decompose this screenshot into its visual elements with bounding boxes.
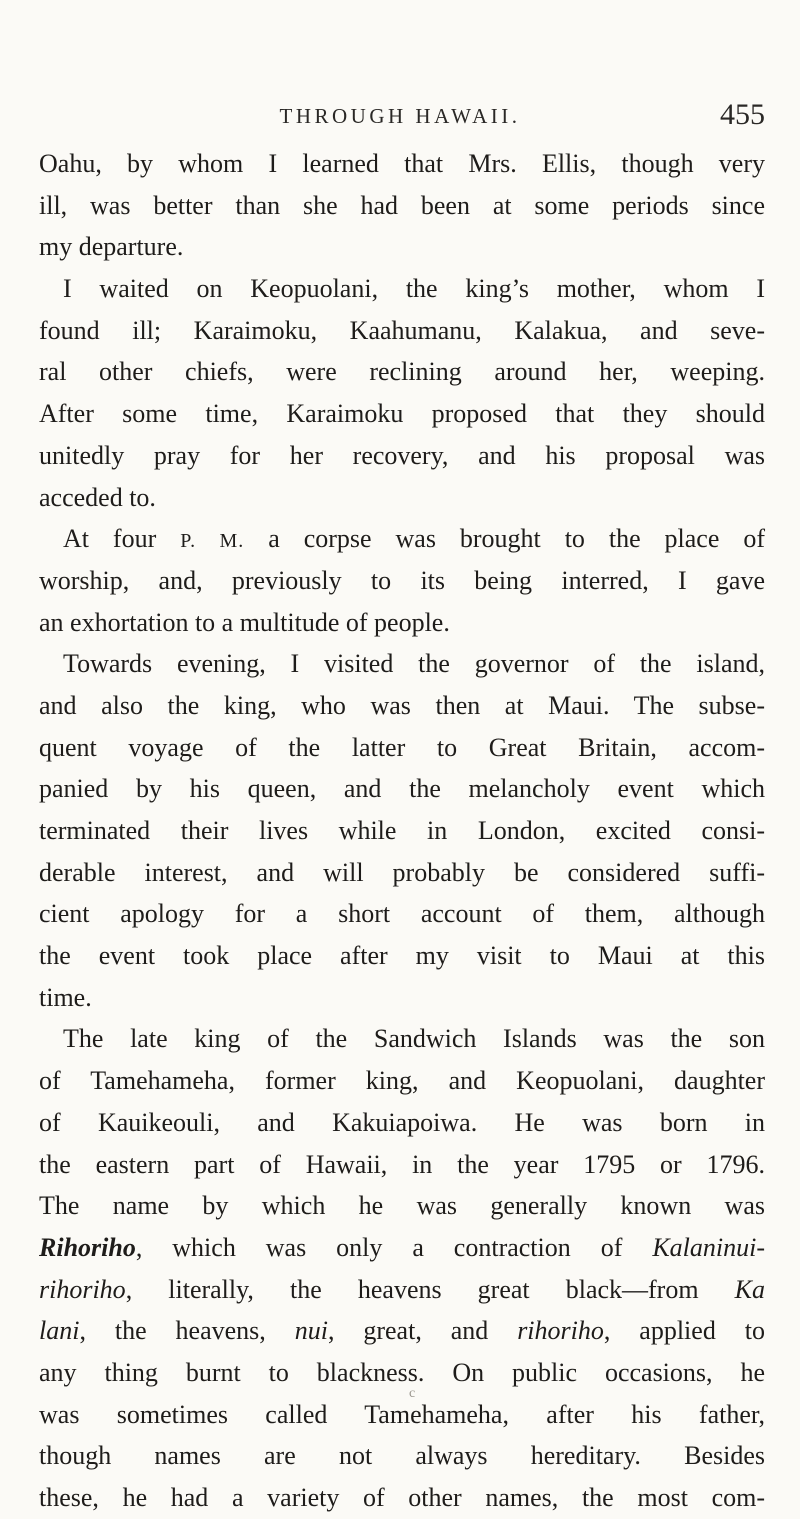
text-line <box>39 643 765 685</box>
text-segment: the event took place after my visit to Maui at this <box>39 941 765 971</box>
text-segment: ill, was better than she had been at some periods since <box>39 190 765 220</box>
text-segment: an exhortation to a multitude of people. <box>39 607 450 637</box>
text-segment: Kalaninui- <box>652 1232 765 1262</box>
text-segment: I waited on Keopuolani, the king’s mother, whom I <box>63 274 765 304</box>
text-segment: of Kauikeouli, and Kakuiapoiwa. He was born in <box>39 1107 765 1137</box>
text-line <box>39 1435 765 1477</box>
text-line <box>39 310 765 352</box>
text-line <box>39 435 765 477</box>
text-line <box>39 393 765 435</box>
text-segment: Oahu, by whom I learned that Mrs. Ellis, though very <box>39 149 765 178</box>
text-segment: worship, and, previously to its being interred, I gave <box>39 565 765 595</box>
text-line <box>39 1477 765 1519</box>
text-segment: a corpse was brought to the place of <box>244 524 765 554</box>
text-line <box>39 226 765 268</box>
text-segment: , literally, the heavens great black—from <box>125 1274 735 1304</box>
page-number: 455 <box>720 98 765 131</box>
text-line <box>39 810 765 852</box>
text-segment: At four <box>63 524 181 554</box>
text-segment: Towards evening, I visited the governor of the island, <box>63 649 765 679</box>
text-line <box>39 977 765 1019</box>
text-segment: derable interest, and will probably be considered suffi- <box>39 857 765 887</box>
text-segment: the eastern part of Hawaii, in the year 1795 or 1796. <box>39 1149 765 1179</box>
text-line <box>39 1102 765 1144</box>
text-segment: The late king of the Sandwich Islands was the son <box>63 1024 765 1054</box>
running-header <box>0 98 800 138</box>
text-line <box>39 935 765 977</box>
text-line <box>39 852 765 894</box>
text-segment: was sometimes called Tamehameha, after his father, <box>39 1399 765 1429</box>
text-line <box>39 1394 765 1436</box>
text-line <box>39 685 765 727</box>
text-line <box>39 1185 765 1227</box>
text-line <box>39 518 765 560</box>
text-segment: Rihoriho <box>39 1232 136 1262</box>
text-line <box>39 1060 765 1102</box>
text-line <box>39 1269 765 1311</box>
text-segment: , the heavens, <box>79 1316 295 1346</box>
text-segment: After some time, Karaimoku proposed that they should <box>39 399 765 429</box>
text-segment: found ill; Karaimoku, Kaahumanu, Kalakua, and seve- <box>39 315 765 345</box>
text-line <box>39 602 765 644</box>
text-line <box>39 1227 765 1269</box>
text-line <box>39 768 765 810</box>
text-line <box>39 727 765 769</box>
text-line <box>39 268 765 310</box>
text-line <box>39 351 765 393</box>
text-segment: and also the king, who was then at Maui. The subse- <box>39 690 765 720</box>
text-segment: rihoriho <box>39 1274 126 1304</box>
text-line <box>39 185 765 227</box>
text-segment: my departure. <box>39 232 184 262</box>
text-segment: any thing burnt to blackness. On public occasions, he <box>39 1357 765 1387</box>
text-line <box>39 893 765 935</box>
text-line <box>39 477 765 519</box>
text-segment: lani <box>39 1316 80 1346</box>
text-segment: The name by which he was generally known was <box>39 1191 765 1221</box>
running-title: THROUGH HAWAII. <box>279 104 521 128</box>
text-segment: cient apology for a short account of them, although <box>39 899 765 929</box>
text-segment: Ka <box>734 1274 765 1304</box>
text-segment: time. <box>39 982 92 1012</box>
text-line <box>39 560 765 602</box>
text-segment: panied by his queen, and the melancholy event which <box>39 774 765 804</box>
text-line <box>39 143 765 185</box>
text-line <box>39 1352 765 1394</box>
text-line <box>39 1144 765 1186</box>
text-segment: of Tamehameha, former king, and Keopuolani, daughter <box>39 1066 765 1096</box>
text-segment: though names are not always hereditary. Besides <box>39 1441 765 1471</box>
text-segment: rihoriho <box>517 1316 604 1346</box>
text-segment: , applied to <box>603 1316 765 1346</box>
text-segment: unitedly pray for her recovery, and his proposal was <box>39 440 765 470</box>
text-line <box>39 1310 765 1352</box>
text-segment: , which was only a contraction of <box>135 1232 653 1262</box>
text-segment: ral other chiefs, were reclining around her, weeping. <box>39 357 765 387</box>
text-segment: quent voyage of the latter to Great Britain, accom- <box>39 732 765 762</box>
text-segment: these, he had a variety of other names, the most com- <box>39 1483 765 1512</box>
text-line <box>39 1018 765 1060</box>
signature-mark: c <box>409 1386 416 1401</box>
text-segment: terminated their lives while in London, excited consi- <box>39 816 765 845</box>
text-segment: P. M. <box>180 530 245 553</box>
body-text <box>39 143 765 1519</box>
text-segment: nui <box>294 1316 328 1346</box>
text-segment: acceded to. <box>39 482 156 512</box>
text-segment: , great, and <box>327 1316 518 1346</box>
